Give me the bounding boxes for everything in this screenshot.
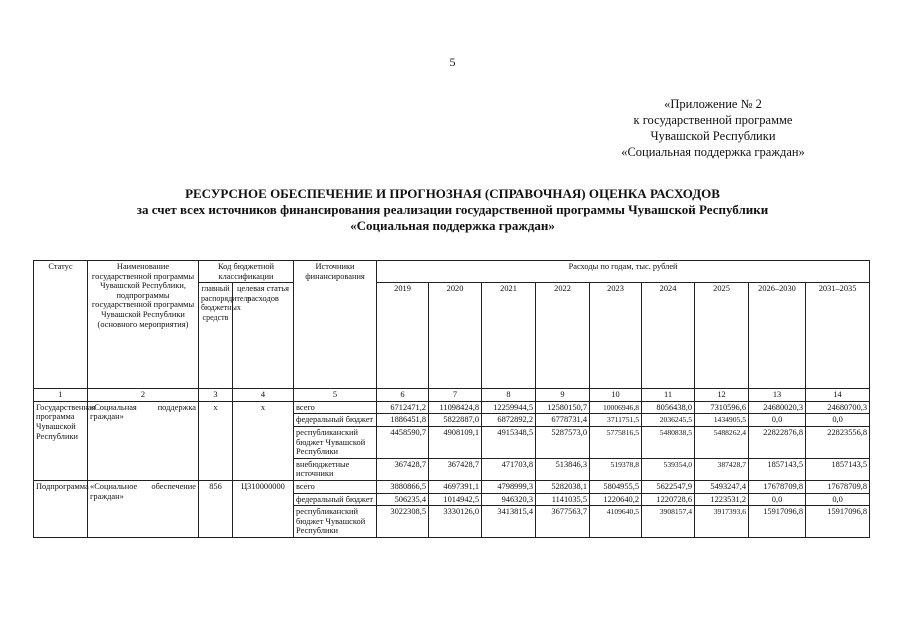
value-cell: 3022308,5	[377, 506, 429, 538]
table-row	[34, 401, 870, 414]
row-source: федеральный бюджет	[294, 414, 377, 427]
value-cell: 367428,7	[377, 458, 429, 480]
value-cell: 5822887,0	[429, 414, 482, 427]
appendix-line: «Социальная поддержка граждан»	[621, 145, 805, 159]
title-line: за счет всех источников финансирования реализации государственной программы Чувашской Республики	[136, 202, 769, 217]
column-number: 2	[88, 389, 199, 402]
value-cell: 1220640,2	[590, 493, 642, 506]
value-cell: 5775816,5	[590, 426, 642, 458]
header-chief-admin: главный распорядитель бюджетных средств	[199, 283, 233, 389]
value-cell: 4458590,7	[377, 426, 429, 458]
value-cell: 15917096,8	[749, 506, 806, 538]
value-cell: 6872892,2	[482, 414, 536, 427]
value-cell: 1223531,2	[695, 493, 749, 506]
header-year: 2020	[429, 283, 482, 389]
header-budget-code: Код бюджетной классификации	[199, 261, 294, 283]
value-cell: 1857143,5	[749, 458, 806, 480]
value-cell: 4908109,1	[429, 426, 482, 458]
value-cell: 4798999,3	[482, 480, 536, 493]
row-program-name: «Социальное обеспечение граждан»	[88, 480, 199, 537]
document-title	[0, 186, 905, 234]
value-cell: 1857143,5	[806, 458, 870, 480]
value-cell: 17678709,8	[806, 480, 870, 493]
row-source: всего	[294, 480, 377, 493]
row-target-article: x	[233, 401, 294, 480]
value-cell: 506235,4	[377, 493, 429, 506]
column-number-row	[34, 389, 870, 402]
column-number: 5	[294, 389, 377, 402]
value-cell: 3711751,5	[590, 414, 642, 427]
value-cell: 11098424,8	[429, 401, 482, 414]
value-cell: 17678709,8	[749, 480, 806, 493]
value-cell: 1220728,6	[642, 493, 695, 506]
column-number: 1	[34, 389, 88, 402]
value-cell: 5493247,4	[695, 480, 749, 493]
header-year: 2022	[536, 283, 590, 389]
appendix-line: «Приложение № 2	[664, 97, 762, 111]
value-cell: 1141035,5	[536, 493, 590, 506]
row-chief-admin: 856	[199, 480, 233, 537]
row-chief-admin: x	[199, 401, 233, 480]
column-number: 3	[199, 389, 233, 402]
column-number: 6	[377, 389, 429, 402]
value-cell: 5287573,0	[536, 426, 590, 458]
value-cell: 10006946,8	[590, 401, 642, 414]
column-number: 13	[749, 389, 806, 402]
header-target-article: целевая статья расходов	[233, 283, 294, 389]
appendix-note	[583, 96, 843, 160]
row-source: федеральный бюджет	[294, 493, 377, 506]
value-cell: 15917096,8	[806, 506, 870, 538]
value-cell: 471703,8	[482, 458, 536, 480]
header-expenses: Расходы по годам, тыс. рублей	[377, 261, 870, 283]
value-cell: 22822876,8	[749, 426, 806, 458]
value-cell: 5488262,4	[695, 426, 749, 458]
value-cell: 3917393,6	[695, 506, 749, 538]
value-cell: 0,0	[806, 414, 870, 427]
header-year: 2026–2030	[749, 283, 806, 389]
value-cell: 2036245,5	[642, 414, 695, 427]
value-cell: 3677563,7	[536, 506, 590, 538]
column-number: 4	[233, 389, 294, 402]
value-cell: 387428,7	[695, 458, 749, 480]
value-cell: 1014942,5	[429, 493, 482, 506]
row-target-article: Ц310000000	[233, 480, 294, 537]
page-number: 5	[449, 55, 456, 69]
value-cell: 7310596,6	[695, 401, 749, 414]
title-line: «Социальная поддержка граждан»	[350, 218, 555, 233]
row-status: Подпрограмма	[34, 480, 88, 537]
value-cell: 0,0	[749, 493, 806, 506]
value-cell: 8056438,0	[642, 401, 695, 414]
row-program-name: «Социальная поддержка граждан»	[88, 401, 199, 480]
header-year: 2019	[377, 283, 429, 389]
appendix-line: к государственной программе	[633, 113, 793, 127]
column-number: 12	[695, 389, 749, 402]
value-cell: 5622547,9	[642, 480, 695, 493]
value-cell: 6712471,2	[377, 401, 429, 414]
appendix-line: Чувашской Республики	[650, 129, 776, 143]
header-year: 2021	[482, 283, 536, 389]
row-source: республиканский бюджет Чувашской Республики	[294, 506, 377, 538]
row-status: Государственная программа Чувашской Республики	[34, 401, 88, 480]
header-year: 2023	[590, 283, 642, 389]
value-cell: 4697391,1	[429, 480, 482, 493]
column-number: 8	[482, 389, 536, 402]
table-row	[34, 480, 870, 493]
value-cell: 513846,3	[536, 458, 590, 480]
value-cell: 24680020,3	[749, 401, 806, 414]
row-source: внебюджетные источники	[294, 458, 377, 480]
value-cell: 5804955,5	[590, 480, 642, 493]
header-sources: Источники финансирования	[294, 261, 377, 389]
value-cell: 4109640,5	[590, 506, 642, 538]
value-cell: 3908157,4	[642, 506, 695, 538]
value-cell: 24680700,3	[806, 401, 870, 414]
resource-table	[33, 260, 870, 538]
title-line: РЕСУРСНОЕ ОБЕСПЕЧЕНИЕ И ПРОГНОЗНАЯ (СПРАВОЧНАЯ) ОЦЕНКА РАСХОДОВ	[185, 186, 720, 201]
value-cell: 5480838,5	[642, 426, 695, 458]
header-name: Наименование государственной программы Чувашской Республики, подпрограммы государственной программы Чувашской Республики (основного мероприятия)	[88, 261, 199, 389]
value-cell: 3880866,5	[377, 480, 429, 493]
column-number: 7	[429, 389, 482, 402]
value-cell: 12259944,5	[482, 401, 536, 414]
value-cell: 3330126,0	[429, 506, 482, 538]
value-cell: 0,0	[806, 493, 870, 506]
value-cell: 5282038,1	[536, 480, 590, 493]
value-cell: 12580150,7	[536, 401, 590, 414]
column-number: 11	[642, 389, 695, 402]
value-cell: 4915348,5	[482, 426, 536, 458]
header-year: 2024	[642, 283, 695, 389]
value-cell: 22823556,8	[806, 426, 870, 458]
column-number: 10	[590, 389, 642, 402]
row-source: республиканский бюджет Чувашской Республики	[294, 426, 377, 458]
value-cell: 1886451,8	[377, 414, 429, 427]
value-cell: 946320,3	[482, 493, 536, 506]
value-cell: 0,0	[749, 414, 806, 427]
value-cell: 1434905,5	[695, 414, 749, 427]
column-number: 9	[536, 389, 590, 402]
column-number: 14	[806, 389, 870, 402]
value-cell: 519378,8	[590, 458, 642, 480]
header-status: Статус	[34, 261, 88, 389]
value-cell: 3413815,4	[482, 506, 536, 538]
value-cell: 539354,0	[642, 458, 695, 480]
header-year: 2025	[695, 283, 749, 389]
value-cell: 6778731,4	[536, 414, 590, 427]
header-year: 2031–2035	[806, 283, 870, 389]
row-source: всего	[294, 401, 377, 414]
value-cell: 367428,7	[429, 458, 482, 480]
